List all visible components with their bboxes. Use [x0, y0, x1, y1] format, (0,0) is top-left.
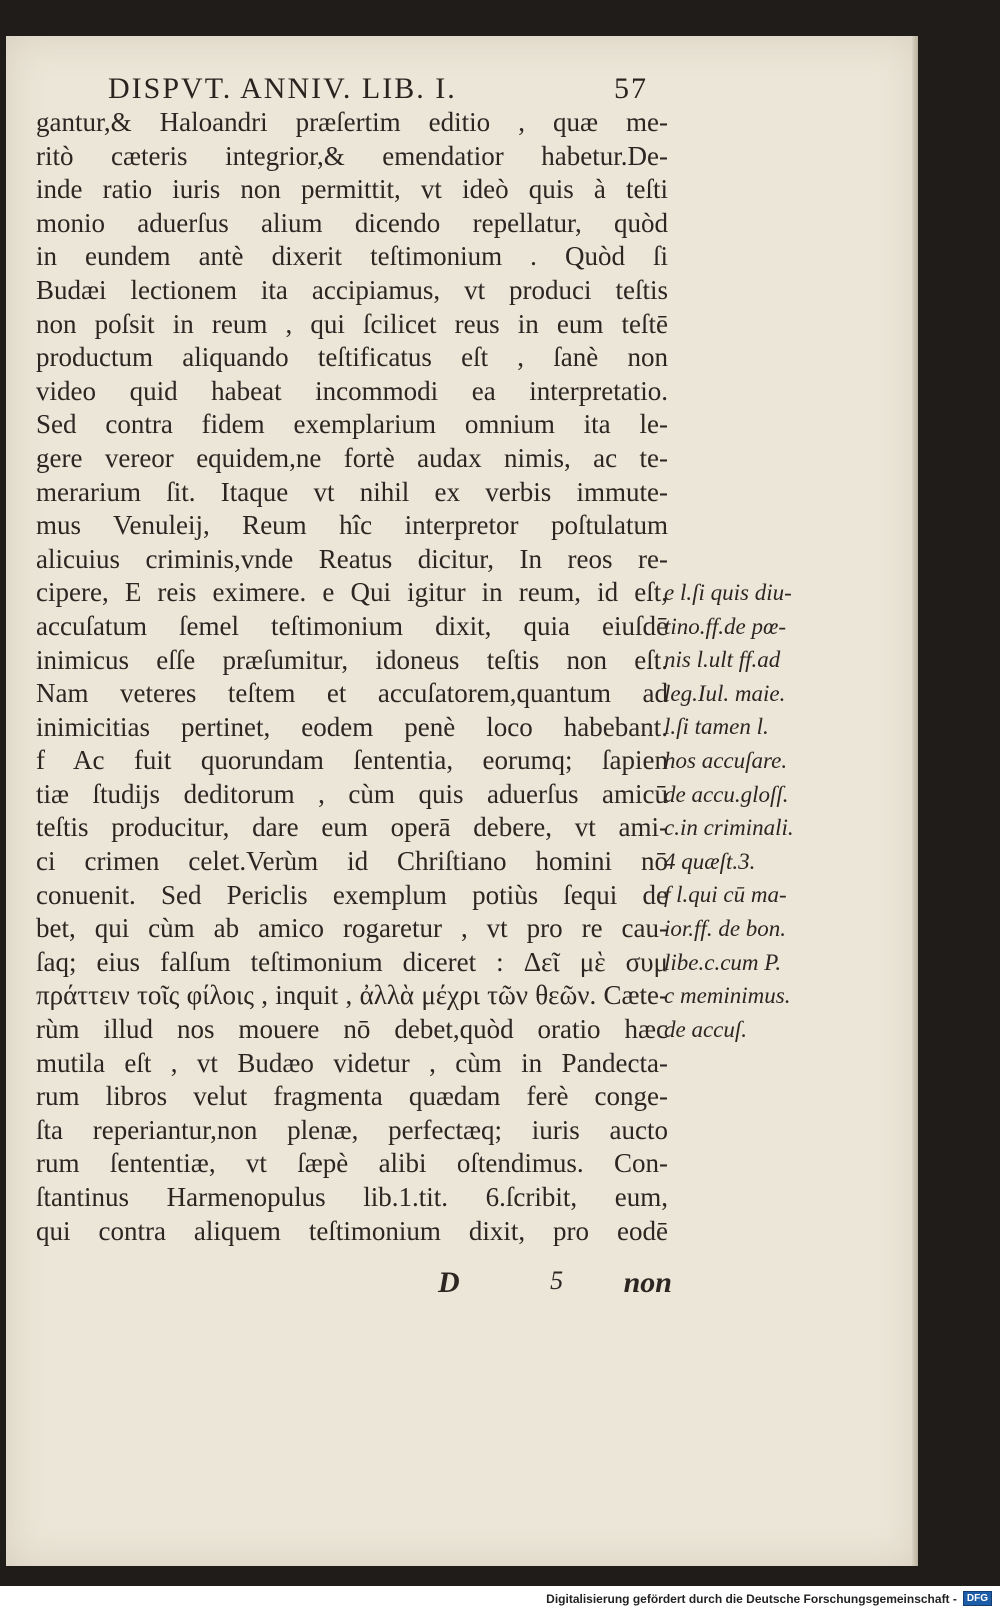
text-line: video quid habeat incommodi ea interpretatio.: [36, 375, 668, 406]
margin-note: tino.ff.de pœ-: [664, 613, 787, 639]
text-line: productum aliquando teſtificatus eſt , ſanè non: [36, 342, 668, 373]
text-line: rùm illud nos mouere nō debet,quòd oratio hæc: [36, 1014, 668, 1045]
text-line: accuſatum ſemel teſtimonium dixit, quia eiuſdē: [36, 610, 668, 641]
text-line: qui contra aliquem teſtimonium dixit, pro eodē: [36, 1215, 668, 1246]
text-line: inimicus eſſe præſumitur, idoneus teſtis non eſt.: [36, 644, 668, 675]
text-line: Sed contra fidem exemplarium omnium ita le-: [36, 409, 668, 440]
text-line: gere vereor equidem,ne fortè audax nimis, ac te-: [36, 442, 668, 473]
text-line: ſaq; eius falſum teſtimonium diceret : Δεῖ μὲ συμ: [36, 946, 668, 977]
text-line: mutila eſt , vt Budæo videtur , cùm in Pandecta-: [36, 1047, 668, 1078]
text-line: merarium ſit. Itaque vt nihil ex verbis immute-: [36, 476, 668, 507]
text-line: conuenit. Sed Periclis exemplum potiùs ſequi de: [36, 879, 668, 910]
margin-note: l.ſi tamen l.: [664, 714, 769, 740]
margin-note: e l.ſi quis diu-: [664, 580, 792, 605]
margin-note: libe.c.cum P.: [664, 949, 782, 975]
text-line: Nam veteres teſtem et accuſatorem,quantum ad: [36, 678, 668, 709]
text-line: ſta reperiantur,non plenæ, perfectæq; iuris aucto: [36, 1114, 668, 1145]
text-line: ritò cæteris integrior,& emendatior habetur.De-: [36, 140, 668, 171]
text-line: bet, qui cùm ab amico rogaretur , vt pro re cau-: [36, 913, 668, 944]
text-line: monio aduerſus alium dicendo repellatur, quòd: [36, 207, 668, 238]
text-line: Budæi lectionem ita accipiamus, vt produci teſtis: [36, 274, 668, 305]
text-line: gantur,& Haloandri præſertim editio , quæ me-: [36, 107, 668, 137]
text-line: inimicitias pertinet, eodem penè loco habebant.: [36, 711, 668, 742]
margin-note: c.in criminali.: [664, 815, 794, 841]
margin-note: ior.ff. de bon.: [664, 915, 787, 941]
page-edge: [912, 36, 918, 1566]
text-line: mus Venuleij, Reum hîc interpretor poſtulatum: [36, 510, 668, 541]
text-line: ſtantinus Harmenopulus lib.1.tit. 6.ſcribit, eum,: [36, 1182, 668, 1212]
text-line: πράττειν τοῖς φίλοις , inquit , ἀλλὰ μέχρι τῶν θεῶν. Cæte-: [36, 980, 668, 1011]
running-title: DISPVT. ANNIV. LIB. I.: [108, 72, 457, 105]
body-text: [36, 106, 668, 1248]
margin-note: de accuſ.: [664, 1016, 748, 1042]
margin-notes: [664, 576, 854, 1046]
running-header: [108, 72, 648, 106]
margin-note: f l.qui cū ma-: [664, 882, 787, 908]
dfg-logo: DFG: [963, 1591, 992, 1606]
margin-note: leg.Iul. maie.: [664, 680, 786, 706]
text-line: inde ratio iuris non permittit, vt ideò quis à teſti: [36, 174, 668, 205]
text-line: tiæ ſtudijs deditorum , cùm quis aduerſus amicū: [36, 778, 668, 809]
text-line: rum libros velut fragmenta quædam ferè conge-: [36, 1081, 668, 1112]
footer-bar: [0, 1586, 1000, 1611]
signature-number: 5: [550, 1266, 564, 1295]
text-line: alicuius criminis,vnde Reatus dicitur, In reos re-: [36, 543, 668, 574]
text-line: ci crimen celet.Verùm id Chriſtiano homini nō: [36, 846, 668, 877]
page-number: 57: [614, 72, 648, 105]
text-line: non poſsit in reum , qui ſcilicet reus in eum teſtē: [36, 308, 668, 339]
margin-note: hos accuſare.: [664, 747, 788, 773]
margin-note: de accu.gloſſ.: [664, 781, 789, 807]
margin-note: 4 quæſt.3.: [664, 848, 756, 874]
catchword: non: [623, 1266, 672, 1299]
text-line: cipere, E reis eximere. e Qui igitur in reum, id eſt,: [36, 577, 668, 608]
text-line: f Ac fuit quorundam ſententia, eorumq; ſapien: [36, 745, 668, 776]
text-line: rum ſententiæ, vt ſæpè alibi oſtendimus. Con-: [36, 1148, 668, 1179]
text-line: teſtis producitur, dare eum operā debere, vt ami-: [36, 812, 668, 843]
funding-notice: Digitalisierung gefördert durch die Deutsche Forschungsgemeinschaft -: [546, 1591, 957, 1606]
margin-note: nis l.ult ff.ad: [664, 647, 781, 673]
text-line: in eundem antè dixerit teſtimonium . Quòd ſi: [36, 241, 668, 272]
margin-note: c meminimus.: [664, 983, 791, 1009]
signature-mark: D: [438, 1266, 460, 1299]
catchline: [438, 1266, 672, 1300]
book-page: [6, 36, 918, 1566]
